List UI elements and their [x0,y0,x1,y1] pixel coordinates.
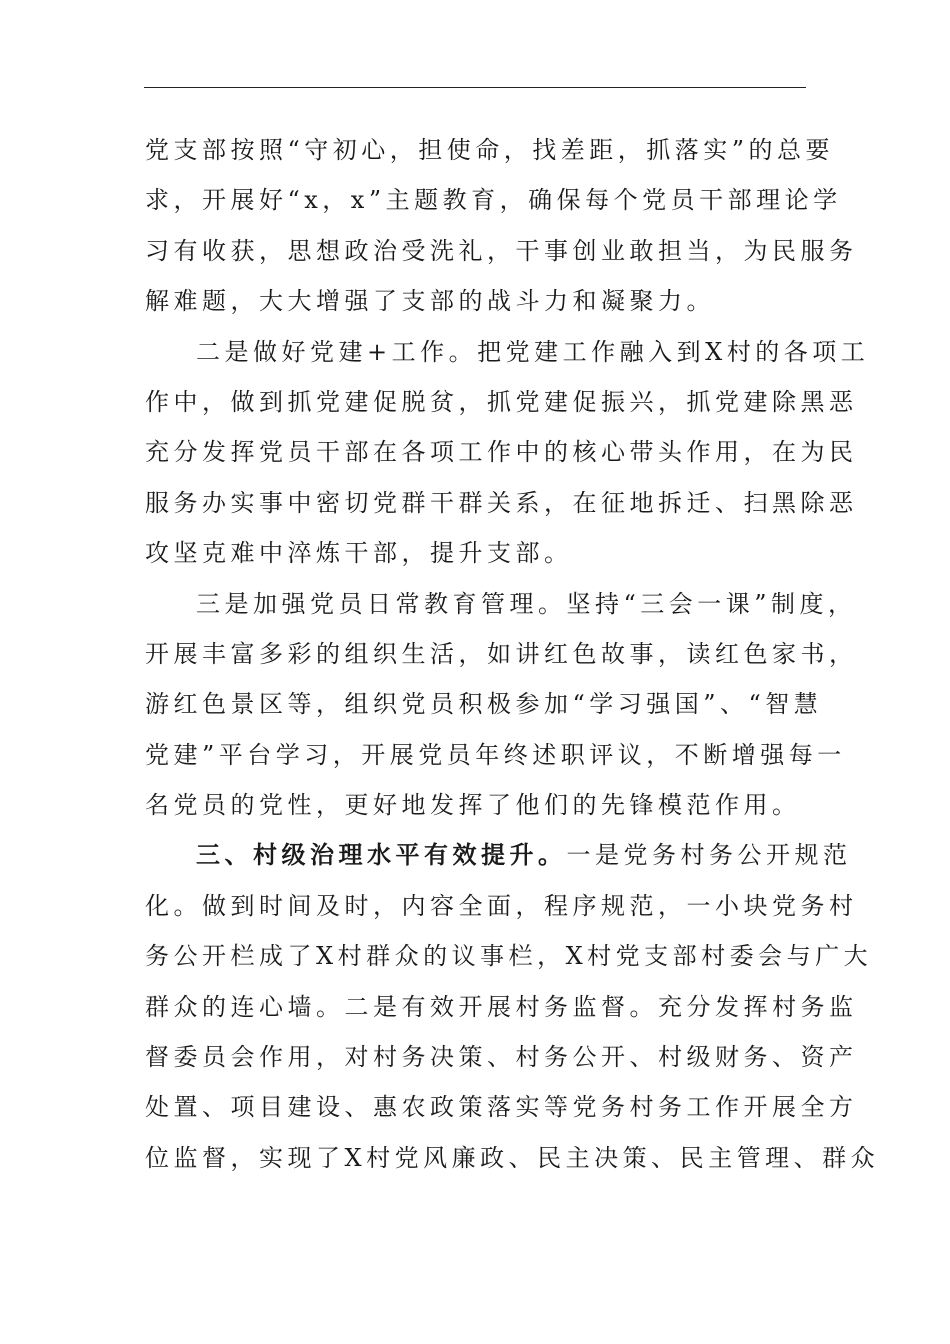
text-line: 作中，做到抓党建促脱贫，抓党建促振兴，抓党建除黑恶 [145,387,858,416]
paragraph-3 [145,579,858,831]
text-line: 求，开展好“x，x”主题教育，确保每个党员干部理论学 [145,186,842,215]
paragraph-2 [145,327,870,579]
text-line: 党建”平台学习，开展党员年终述职评议，不断增强每一 [145,740,846,769]
text-line: 解难题，大大增强了支部的战斗力和凝聚力。 [145,287,715,316]
text-line: 党支部按照“守初心，担使命，找差距，抓落实”的总要 [145,136,835,164]
text-line: 服务办实事中密切党群干群关系，在征地拆迁、扫黑除恶 [145,488,858,517]
text-line: 习有收获，思想政治受洗礼，干事创业敢担当，为民服务 [145,236,858,265]
text-line: 开展丰富多彩的组织生活，如讲红色故事，读红色家书， [145,639,858,668]
text-line [145,830,852,880]
header-rule [144,87,806,88]
text-line: 群众的连心墙。二是有效开展村务监督。充分发挥村务监 [145,992,858,1021]
text-line: 攻坚克难中淬炼干部，提升支部。 [145,539,573,568]
text-line: 游红色景区等，组织党员积极参加“学习强国”、“智慧 [145,690,823,719]
text-line: 化。做到时间及时，内容全面，程序规范，一小块党务村 [145,891,858,920]
text-line: 督委员会作用，对村务决策、村务公开、村级财务、资产 [145,1043,858,1072]
paragraph-1 [145,125,858,327]
text-line-rest: 一是党务村务公开规范 [566,841,852,870]
text-line: 三是加强党员日常教育管理。坚持“三会一课”制度， [196,589,857,618]
text-line: 名党员的党性，更好地发挥了他们的先锋模范作用。 [145,791,801,820]
text-line: 二是做好党建+工作。把党建工作融入到X村的各项工 [196,337,870,366]
text-line: 处置、项目建设、惠农政策落实等党务村务工作开展全方 [145,1093,858,1122]
document-body [145,125,880,1183]
text-line: 位监督，实现了X村党风廉政、民主决策、民主管理、群众 [145,1143,880,1172]
text-line: 充分发挥党员干部在各项工作中的核心带头作用，在为民 [145,438,858,467]
paragraph-4 [145,830,880,1183]
section-heading: 三、村级治理水平有效提升。 [196,840,567,870]
text-line: 务公开栏成了X村群众的议事栏，X村党支部村委会与广大 [145,942,873,971]
